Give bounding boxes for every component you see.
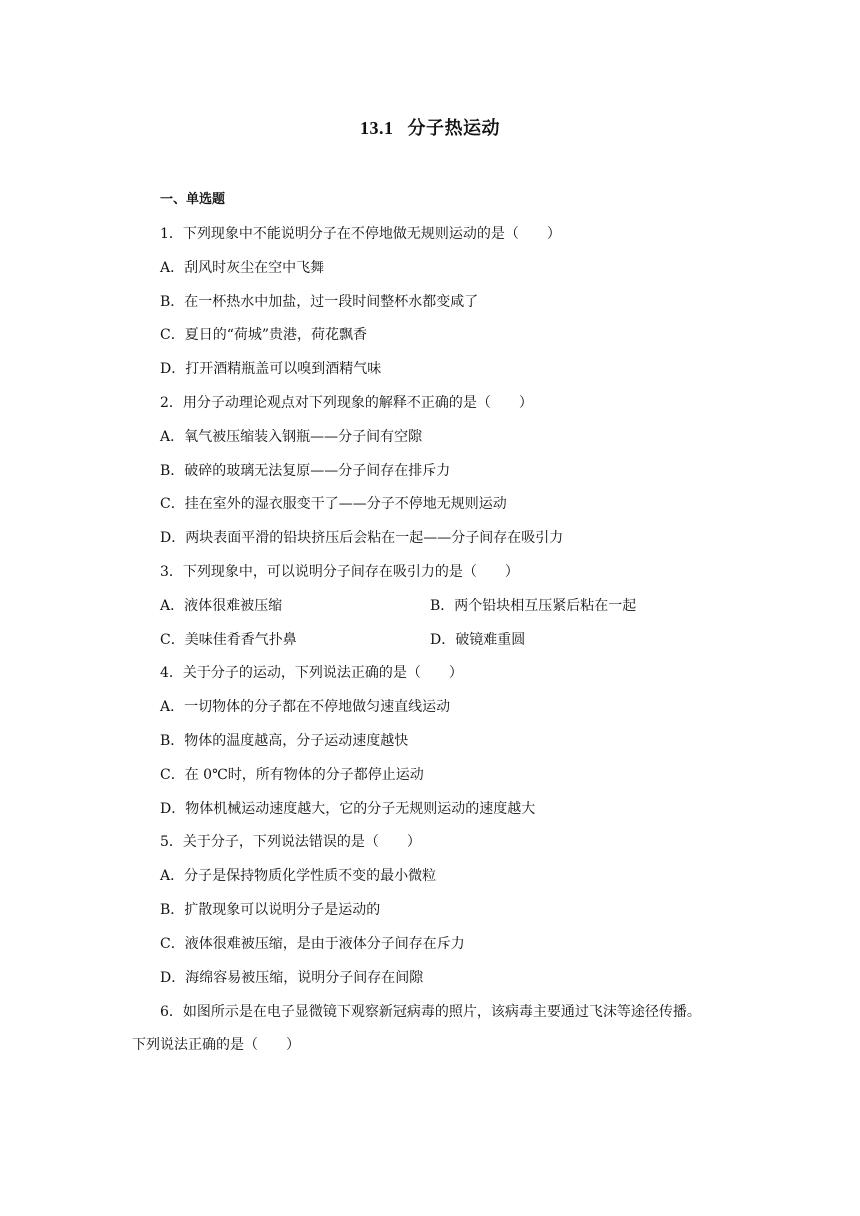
page-title (0, 114, 860, 140)
question-3-option-a: A．液体很难被压缩 (160, 598, 283, 614)
question-2-option-b: B．破碎的玻璃无法复原——分子间存在排斥力 (160, 463, 451, 479)
question-3-option-c: C．美味佳肴香气扑鼻 (160, 632, 297, 648)
question-5-option-a: A．分子是保持物质化学性质不变的最小微粒 (160, 868, 437, 884)
question-1-stem: 1．下列现象中不能说明分子在不停地做无规则运动的是（ ） (160, 226, 561, 242)
question-5-option-d: D．海绵容易被压缩，说明分子间存在间隙 (160, 970, 424, 986)
question-3-option-d: D．破镜难重圆 (430, 632, 526, 648)
title-number: 13.1 (360, 118, 394, 138)
question-4-option-a: A．一切物体的分子都在不停地做匀速直线运动 (160, 699, 451, 715)
question-4-option-b: B．物体的温度越高，分子运动速度越快 (160, 733, 409, 749)
question-4-option-c: C．在 0℃时，所有物体的分子都停止运动 (160, 767, 424, 783)
question-5-option-b: B．扩散现象可以说明分子是运动的 (160, 902, 381, 918)
question-5-option-c: C．液体很难被压缩，是由于液体分子间存在斥力 (160, 936, 465, 952)
question-4-option-d: D．物体机械运动速度越大，它的分子无规则运动的速度越大 (160, 801, 536, 817)
title-text: 分子热运动 (407, 118, 500, 139)
question-1-option-c: C．夏日的“荷城”贵港，荷花飘香 (160, 327, 368, 343)
question-3-option-b: B．两个铅块相互压紧后粘在一起 (430, 598, 637, 614)
question-2-stem: 2．用分子动理论观点对下列现象的解释不正确的是（ ） (160, 395, 533, 411)
question-4-stem: 4．关于分子的运动，下列说法正确的是（ ） (160, 665, 463, 681)
question-2-option-a: A．氧气被压缩装入钢瓶——分子间有空隙 (160, 429, 423, 445)
question-6-stem-line-1: 6．如图所示是在电子显微镜下观察新冠病毒的照片，该病毒主要通过飞沫等途径传播。 (160, 1004, 701, 1020)
question-2-option-d: D．两块表面平滑的铅块挤压后会粘在一起——分子间存在吸引力 (160, 530, 564, 546)
question-2-option-c: C．挂在室外的湿衣服变干了——分子不停地无规则运动 (160, 496, 507, 512)
question-3-stem: 3．下列现象中，可以说明分子间存在吸引力的是（ ） (160, 564, 519, 580)
question-1-option-a: A．刮风时灰尘在空中飞舞 (160, 260, 325, 276)
question-6-stem-line-2: 下列说法正确的是（ ） (132, 1037, 300, 1053)
question-1-option-d: D．打开酒精瓶盖可以嗅到酒精气味 (160, 361, 382, 377)
question-5-stem: 5．关于分子，下列说法错误的是（ ） (160, 834, 421, 850)
question-1-option-b: B．在一杯热水中加盐，过一段时间整杯水都变咸了 (160, 294, 479, 310)
section-heading: 一、单选题 (160, 192, 226, 207)
